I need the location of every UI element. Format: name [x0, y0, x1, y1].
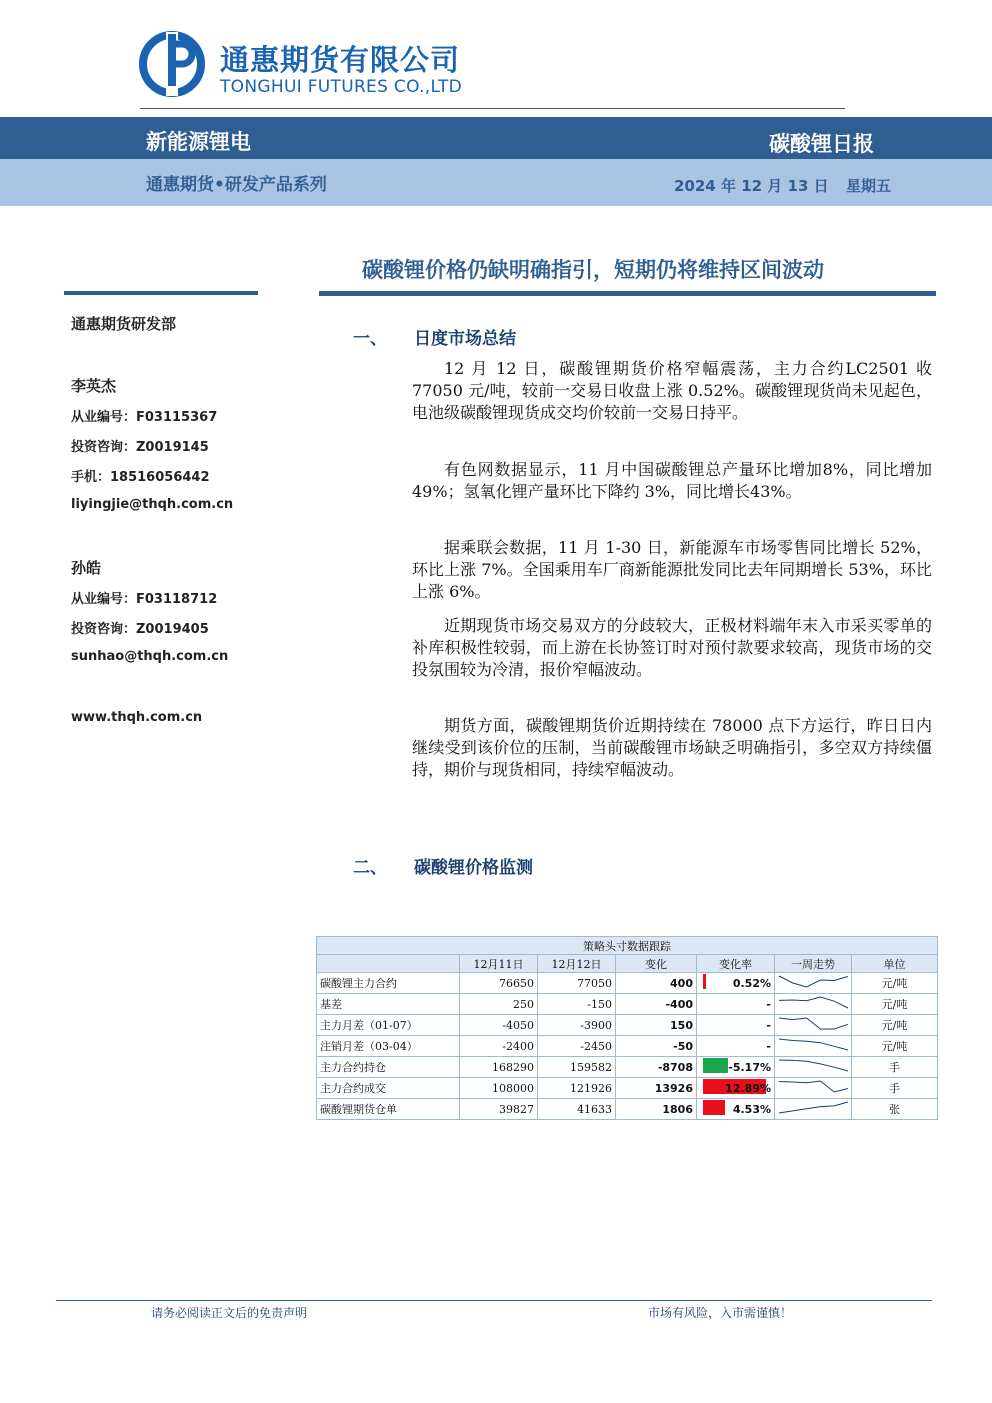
weekly-trend-sparkline [775, 1078, 852, 1095]
value-dec-11: 76650 [460, 973, 538, 994]
unit: 元/吨 [852, 994, 938, 1015]
weekly-trend-sparkline [775, 1036, 852, 1053]
change-rate [697, 994, 775, 1015]
weekly-trend-sparkline [775, 994, 852, 1011]
column-header: 变化率 [697, 955, 775, 973]
weekly-trend-cell [775, 1099, 852, 1120]
weekly-trend-sparkline [775, 1099, 852, 1116]
paragraph: 有色网数据显示，11 月中国碳酸锂总产量环比增加8%，同比增加 49%；氢氧化锂产量环比下降约 3%，同比增长43%。 [412, 460, 932, 501]
column-header: 12月11日 [460, 955, 538, 973]
report-series: 通惠期货•研发产品系列 [146, 175, 327, 195]
change-value: -50 [616, 1036, 697, 1057]
company-name-en: TONGHUI FUTURES CO.,LTD [220, 77, 462, 97]
change-rate-text: 4.53% [732, 1102, 771, 1116]
change-rate [697, 973, 775, 994]
table-row [317, 1036, 938, 1057]
header-divider [140, 108, 845, 109]
unit: 元/吨 [852, 1015, 938, 1036]
analyst-phone: 手机：18516056442 [71, 470, 210, 485]
row-label: 基差 [317, 994, 460, 1015]
change-rate-text: - [766, 1039, 771, 1053]
unit: 元/吨 [852, 1036, 938, 1057]
change-value: 400 [616, 973, 697, 994]
change-rate-bar [703, 1100, 725, 1115]
weekly-trend-sparkline [775, 1057, 852, 1074]
analyst-name: 李英杰 [71, 377, 117, 395]
weekly-trend-cell [775, 973, 852, 994]
column-header: 单位 [852, 955, 938, 973]
unit: 张 [852, 1099, 938, 1120]
weekly-trend-cell [775, 1057, 852, 1078]
value-dec-12: -3900 [538, 1015, 616, 1036]
table-row [317, 973, 938, 994]
value-dec-11: 39827 [460, 1099, 538, 1120]
paragraph: 据乘联会数据，11 月 1-30 日，新能源车市场零售同比增长 52%，环比上涨 7%。全国乘用车厂商新能源批发同比去年同期增长 53%，环比上涨 6%。 [412, 538, 932, 601]
footer-rule [56, 1300, 932, 1301]
change-value: 1806 [616, 1099, 697, 1120]
risk-warning: 市场有风险，入市需谨慎！ [648, 1306, 793, 1320]
change-rate-bar [703, 974, 706, 989]
report-headline: 碳酸锂价格仍缺明确指引，短期仍将维持区间波动 [362, 258, 824, 282]
sparkline-path [779, 976, 848, 987]
change-rate [697, 1078, 775, 1099]
change-rate [697, 1036, 775, 1057]
analyst-email[interactable]: liyingjie@thqh.com.cn [71, 497, 234, 512]
table-row [317, 994, 938, 1015]
paragraph: 期货方面，碳酸锂期货价近期持续在 78000 点下方运行，昨日日内继续受到该价位的压制，当前碳酸锂市场缺乏明确指引，多空双方持续僵持，期价与现货相同，持续窄幅波动。 [412, 716, 932, 779]
report-date: 2024 年 12 月 13 日 [674, 177, 829, 195]
table-title: 策略头寸数据跟踪 [317, 937, 938, 955]
analyst-license: 从业编号：F03115367 [71, 410, 218, 425]
company-name-cn: 通惠期货有限公司 [220, 43, 461, 77]
value-dec-12: -2450 [538, 1036, 616, 1057]
analyst-advisory: 投资咨询：Z0019145 [71, 440, 209, 455]
row-label: 主力月差（01-07） [317, 1015, 460, 1036]
research-dept: 通惠期货研发部 [71, 315, 177, 333]
row-label: 注销月差（03-04） [317, 1036, 460, 1057]
paragraph: 12 月 12 日，碳酸锂期货价格窄幅震荡，主力合约LC2501 收 77050 元/吨，较前一交易日收盘上涨 0.52%。碳酸锂现货尚未见起色，电池级碳酸锂现货成交均价较前一交易日持平。 [412, 359, 932, 422]
sparkline-path [779, 1081, 848, 1092]
section-title: 碳酸锂价格监测 [414, 858, 533, 878]
sparkline-path [779, 1102, 848, 1113]
section-number: 一、 [353, 329, 387, 349]
report-weekday: 星期五 [846, 177, 892, 195]
position-tracking-table [316, 936, 937, 1120]
analyst-name: 孙皓 [71, 559, 102, 577]
row-label: 主力合约持仓 [317, 1057, 460, 1078]
table-row [317, 1078, 938, 1099]
value-dec-11: 168290 [460, 1057, 538, 1078]
value-dec-12: 159582 [538, 1057, 616, 1078]
report-category: 新能源锂电 [146, 130, 251, 154]
change-value: 150 [616, 1015, 697, 1036]
change-value: -8708 [616, 1057, 697, 1078]
column-header: 12月12日 [538, 955, 616, 973]
column-header: 变化 [616, 955, 697, 973]
report-type: 碳酸锂日报 [769, 132, 874, 156]
sparkline-path [779, 997, 848, 1008]
change-rate [697, 1015, 775, 1036]
value-dec-12: 41633 [538, 1099, 616, 1120]
column-header [317, 955, 460, 973]
unit: 手 [852, 1057, 938, 1078]
change-value: -400 [616, 994, 697, 1015]
unit: 手 [852, 1078, 938, 1099]
change-rate-text: - [766, 997, 771, 1011]
weekly-trend-cell [775, 1015, 852, 1036]
value-dec-11: 108000 [460, 1078, 538, 1099]
change-rate-bar [703, 1058, 728, 1073]
weekly-trend-cell [775, 994, 852, 1015]
row-label: 碳酸锂期货仓单 [317, 1099, 460, 1120]
change-value: 13926 [616, 1078, 697, 1099]
row-label: 主力合约成交 [317, 1078, 460, 1099]
weekly-trend-cell [775, 1078, 852, 1099]
table-row [317, 1099, 938, 1120]
section-number: 二、 [353, 858, 387, 878]
change-rate [697, 1057, 775, 1078]
weekly-trend-cell [775, 1036, 852, 1057]
analyst-license: 从业编号：F03118712 [71, 592, 218, 607]
value-dec-12: -150 [538, 994, 616, 1015]
change-rate-text: 0.52% [732, 976, 771, 990]
analyst-advisory: 投资咨询：Z0019405 [71, 622, 209, 637]
value-dec-11: -4050 [460, 1015, 538, 1036]
table-row [317, 1057, 938, 1078]
value-dec-12: 121926 [538, 1078, 616, 1099]
change-rate-text: -5.17% [728, 1060, 771, 1074]
sidebar-rule [64, 291, 258, 295]
column-header: 一周走势 [775, 955, 852, 973]
unit: 元/吨 [852, 973, 938, 994]
row-label: 碳酸锂主力合约 [317, 973, 460, 994]
change-rate-text: - [766, 1018, 771, 1032]
website-link[interactable]: www.thqh.com.cn [71, 710, 203, 725]
paragraph: 近期现货市场交易双方的分歧较大，正极材料端年末入市采买零单的补库积极性较弱，而上游在长协签订时对预付款要求较高，现货市场的交投氛围较为冷清，报价窄幅波动。 [412, 616, 932, 679]
tonghui-logo-icon [138, 30, 206, 98]
sparkline-path [779, 1039, 848, 1050]
value-dec-11: -2400 [460, 1036, 538, 1057]
weekly-trend-sparkline [775, 973, 852, 990]
value-dec-12: 77050 [538, 973, 616, 994]
change-rate [697, 1099, 775, 1120]
table-row [317, 1015, 938, 1036]
change-rate-text: 12.89% [725, 1081, 771, 1095]
sparkline-path [779, 1018, 848, 1029]
section-title: 日度市场总结 [414, 329, 516, 349]
disclaimer-note[interactable]: 请务必阅读正文后的免责声明 [151, 1306, 308, 1320]
analyst-email[interactable]: sunhao@thqh.com.cn [71, 649, 229, 664]
headline-rule [319, 291, 936, 296]
sparkline-path [779, 1060, 848, 1071]
value-dec-11: 250 [460, 994, 538, 1015]
weekly-trend-sparkline [775, 1015, 852, 1032]
